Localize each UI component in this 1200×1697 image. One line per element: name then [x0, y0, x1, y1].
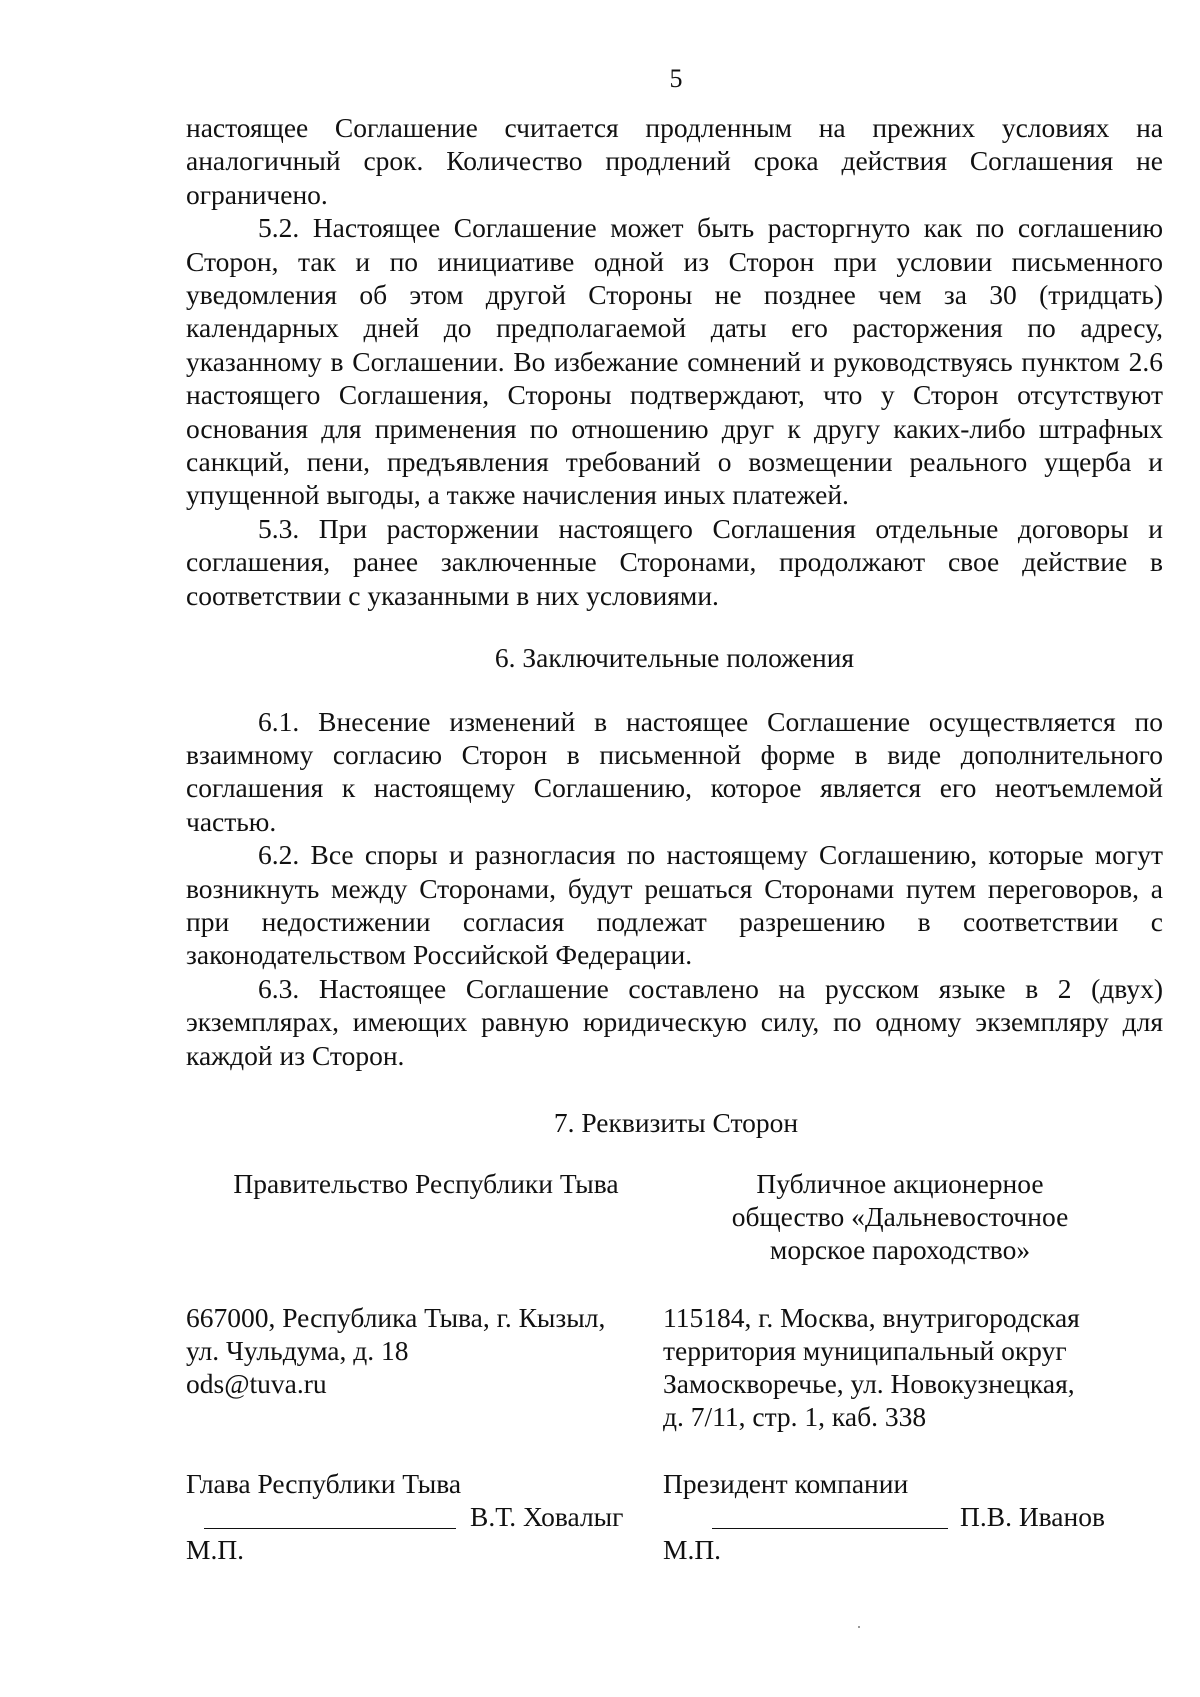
page-number: 5 [669, 64, 683, 93]
left-email: ods@tuva.ru [186, 1368, 327, 1399]
left-signatory-name: В.Т. Ховалыг [470, 1501, 624, 1532]
right-party-name-line: морское пароходство» [769, 1234, 1031, 1265]
section-7-title: 7. Реквизиты Сторон [553, 1107, 799, 1138]
scan-speck [858, 1626, 860, 1628]
left-stamp-place: М.П. [186, 1534, 245, 1565]
right-address-line: Замоскворечье, ул. Новокузнецкая, [663, 1368, 1075, 1399]
right-party-name-line: общество «Дальневосточное [731, 1201, 1069, 1232]
left-party-address [186, 1301, 656, 1400]
right-party-address [663, 1301, 1163, 1433]
right-stamp-place: М.П. [663, 1534, 722, 1565]
right-address-line: 115184, г. Москва, внутригородская [663, 1302, 1080, 1333]
right-party-name-line: Публичное акционерное [756, 1168, 1044, 1199]
paragraph-5-3: 5.3. При расторжении настоящего Соглашения отдельные договоры и соглашения, ранее заключенные Сторонами, продолжают свое действие в соответствии с указанными в них условиями. [186, 512, 1163, 611]
paragraph-5-2: 5.2. Настоящее Соглашение может быть расторгнуто как по соглашению Сторон, так и по инициативе одной из Сторон при условии письменного уведомления об этом другой Стороны не позднее чем за 30 (тридцать) календарных дней до предполагаемой даты его расторжения по адресу, указанному в Соглашении. Во избежание сомнений и руководствуясь пунктом 2.6 настоящего Соглашения, Стороны подтверждают, что у Сторон отсутствуют основания для применения по отношению друг к другу каких-либо штрафных санкций, пени, предъявления требований о возмещении реального ущерба и упущенной выгоды, а также начисления иных платежей. [186, 212, 1163, 511]
right-party-name [660, 1167, 1140, 1266]
paragraph-continuation: настоящее Соглашение считается продленным на прежних условиях на аналогичный срок. Количество продлений срока действия Соглашения не ограничено. [186, 112, 1163, 210]
right-address-line: д. 7/11, стр. 1, каб. 338 [663, 1401, 927, 1432]
right-signature-line [712, 1528, 948, 1529]
left-signature-line [204, 1528, 456, 1529]
left-party-name-text: Правительство Республики Тыва [233, 1168, 619, 1199]
right-signatory-name: П.В. Иванов [960, 1501, 1105, 1532]
right-address-line: территория муниципальный округ [663, 1335, 1067, 1366]
left-signatory-position: Глава Республики Тыва [186, 1468, 462, 1499]
left-address-line: 667000, Республика Тыва, г. Кызыл, [186, 1302, 606, 1333]
paragraph-6-2: 6.2. Все споры и разногласия по настоящему Соглашению, которые могут возникнуть между Сторонами, будут решаться Сторонами путем переговоров, а при недостижении согласия подлежат разрешению в соответствии с законодательством Российской Федерации. [186, 839, 1163, 971]
left-party-name [186, 1167, 666, 1200]
paragraph-6-3: 6.3. Настоящее Соглашение составлено на русском языке в 2 (двух) экземплярах, имеющих равную юридическую силу, по одному экземпляру для каждой из Сторон. [186, 972, 1163, 1071]
paragraph-6-1: 6.1. Внесение изменений в настоящее Соглашение осуществляется по взаимному согласию Сторон в письменной форме в виде дополнительного соглашения к настоящему Соглашению, которое является его неотъемлемой частью. [186, 705, 1163, 837]
right-signatory-position: Президент компании [663, 1468, 909, 1499]
section-6-title: 6. Заключительные положения [494, 642, 855, 674]
left-address-line: ул. Чульдума, д. 18 [186, 1335, 409, 1366]
document-body [186, 111, 1163, 1072]
